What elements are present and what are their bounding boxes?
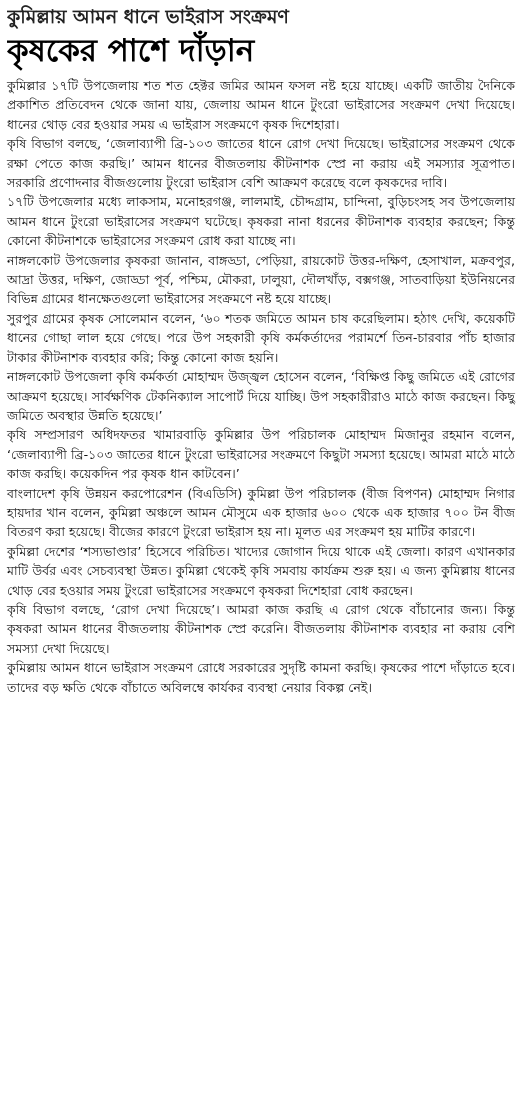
article-paragraph: কুমিল্লায় আমন ধানে ভাইরাস সংক্রমণ রোধে সরকারের সুদৃষ্টি কামনা করছি। কৃষকের পাশে দাঁড়াতে হবে। তাদের বড় ক্ষতি থেকে বাঁচাতে অবিলম্বে কার্যকর ব্যবস্থা নেয়ার বিকল্প নেই। — [7, 660, 515, 695]
article-body — [7, 76, 515, 697]
article-paragraph: কুমিল্লা দেশের ‘শস্যভাণ্ডার’ হিসেবে পরিচিত। খাদ্যের জোগান দিয়ে থাকে এই জেলা। কারণ এখানকার মাটি উর্বর এবং সেচব্যবস্থা উন্নত। কুমিল্লা থেকেই কৃষি সমবায় কার্যক্রম শুরু হয়। এ জন্য কুমিল্লায় ধানের থোড় বের হওয়ার সময় টুংরো ভাইরাসের সংক্রমণে কৃষকরা দিশেহারা বোধ করছেন। — [7, 543, 515, 598]
article-paragraph: নাঙ্গলকোট উপজেলার কৃষকরা জানান, বাঙ্গড্ডা, পেড়িয়া, রায়কোট উত্তর-দক্ষিণ, হেসাখাল, মক্রবপুর, আদ্রা উত্তর, দক্ষিণ, জোড্ডা পূর্ব, পশ্চিম, মৌকরা, ঢালুয়া, দৌলখাঁড়, বক্সগঞ্জ, সাতবাড়িয়া ইউনিয়নের বিভিন্ন গ্রামের ধানক্ষেতগুলো ভাইরাসের সংক্রমণে নষ্ট হয়ে যাচ্ছে। — [7, 252, 515, 307]
article-paragraph: কৃষি বিভাগ বলছে, ‘জেলাব্যাপী ব্রি-১০৩ জাতের ধানে রোগ দেখা দিয়েছে। ভাইরাসের সংক্রমণ থেকে রক্ষা পেতে কাজ করছি।’ আমন ধানের বীজতলায় কীটনাশক স্প্রে না করায় এই সমস্যার সূত্রপাত। সরকারি প্রণোদনার বীজগুলোয় টুংরো ভাইরাস বেশি আক্রমণ করেছে বলে কৃষকদের দাবি। — [7, 136, 515, 191]
article-paragraph: বাংলাদেশ কৃষি উন্নয়ন করপোরেশন (বিএডিসি) কুমিল্লা উপ পরিচালক (বীজ বিপণন) মোহাম্মদ নিগার হায়দার খান বলেন, কুমিল্লা অঞ্চলে আমন মৌসুমে এক হাজার ৬০০ থেকে এক হাজার ৭০০ টন বীজ বিতরণ করা হয়েছে। বীজের কারণে টুংরো ভাইরাস হয় না। মূলত এর সংক্রমণ হয় মাটির কারণে। — [7, 485, 515, 540]
article-paragraph: কৃষি সম্প্রসারণ অধিদফতর খামারবাড়ি কুমিল্লার উপ পরিচালক মোহাম্মদ মিজানুর রহমান বলেন, ‘জেলাব্যাপী ব্রি-১০৩ জাতের ধানে টুংরো ভাইরাসের সংক্রমণে কিছুটা সমস্যা হয়েছে। আমরা মাঠে মাঠে কাজ করছি। কয়েকদিন পর কৃষক ধান কাটবেন।’ — [7, 427, 515, 482]
article-paragraph: ১৭টি উপজেলার মধ্যে লাকসাম, মনোহরগঞ্জ, লালমাই, চৌদ্দগ্রাম, চান্দিনা, বুড়িচংসহ সব উপজেলায় আমন ধানে টুংরো ভাইরাসের সংক্রমণ ঘটেছে। কৃষকরা নানা ধরনের কীটনাশক ব্যবহার করছেন; কিন্তু কোনো কীটনাশকে ভাইরাসের সংক্রমণ রোধ করা যাচ্ছে না। — [7, 194, 515, 249]
article-paragraph: কৃষি বিভাগ বলছে, ‘রোগ দেখা দিয়েছে’। আমরা কাজ করছি এ রোগ থেকে বাঁচানোর জন্য। কিন্তু কৃষকরা আমন ধানের বীজতলায় কীটনাশক স্প্রে করেনি। বীজতলায় কীটনাশক ব্যবহার না করায় বেশি সমস্যা দেখা দিয়েছে। — [7, 601, 515, 656]
article-headline: কৃষকের পাশে দাঁড়ান — [7, 33, 255, 69]
article-paragraph: নাঙ্গলকোট উপজেলা কৃষি কর্মকর্তা মোহাম্মদ উজ্জ্বল হোসেন বলেন, ‘বিক্ষিপ্ত কিছু জমিতে এই রোগের আক্রমণ হয়েছে। সার্বক্ষণিক টেকনিক্যাল সাপোর্ট দিয়ে যাচ্ছি। উপ সহকারীরাও মাঠে কাজ করছেন। কিছু জমিতে অবস্থার উন্নতি হয়েছে।’ — [7, 369, 515, 423]
article-paragraph: সুরপুর গ্রামের কৃষক সোলেমান বলেন, ‘৬০ শতক জমিতে আমন চাষ করেছিলাম। হঠাৎ দেখি, কয়েকটি ধানের গোছা লাল হয়ে গেছে। পরে উপ সহকারী কৃষি কর্মকর্তাদের পরামর্শে তিন-চারবার পাঁচ হাজার টাকার কীটনাশক ব্যবহার করি; কিন্তু কোনো কাজ হয়নি। — [7, 310, 515, 365]
article-kicker: কুমিল্লায় আমন ধানে ভাইরাস সংক্রমণ — [7, 6, 289, 28]
article-paragraph: কুমিল্লার ১৭টি উপজেলায় শত শত হেক্টর জমির আমন ফসল নষ্ট হয়ে যাচ্ছে। একটি জাতীয় দৈনিকে প্রকাশিত প্রতিবেদন থেকে জানা যায়, জেলায় আমন ধানে টুংরো ভাইরাসের সংক্রমণ দেখা দিয়েছে। ধানের থোড় বের হওয়ার সময় এ ভাইরাস সংক্রমণে কৃষক দিশেহারা। — [7, 78, 515, 132]
